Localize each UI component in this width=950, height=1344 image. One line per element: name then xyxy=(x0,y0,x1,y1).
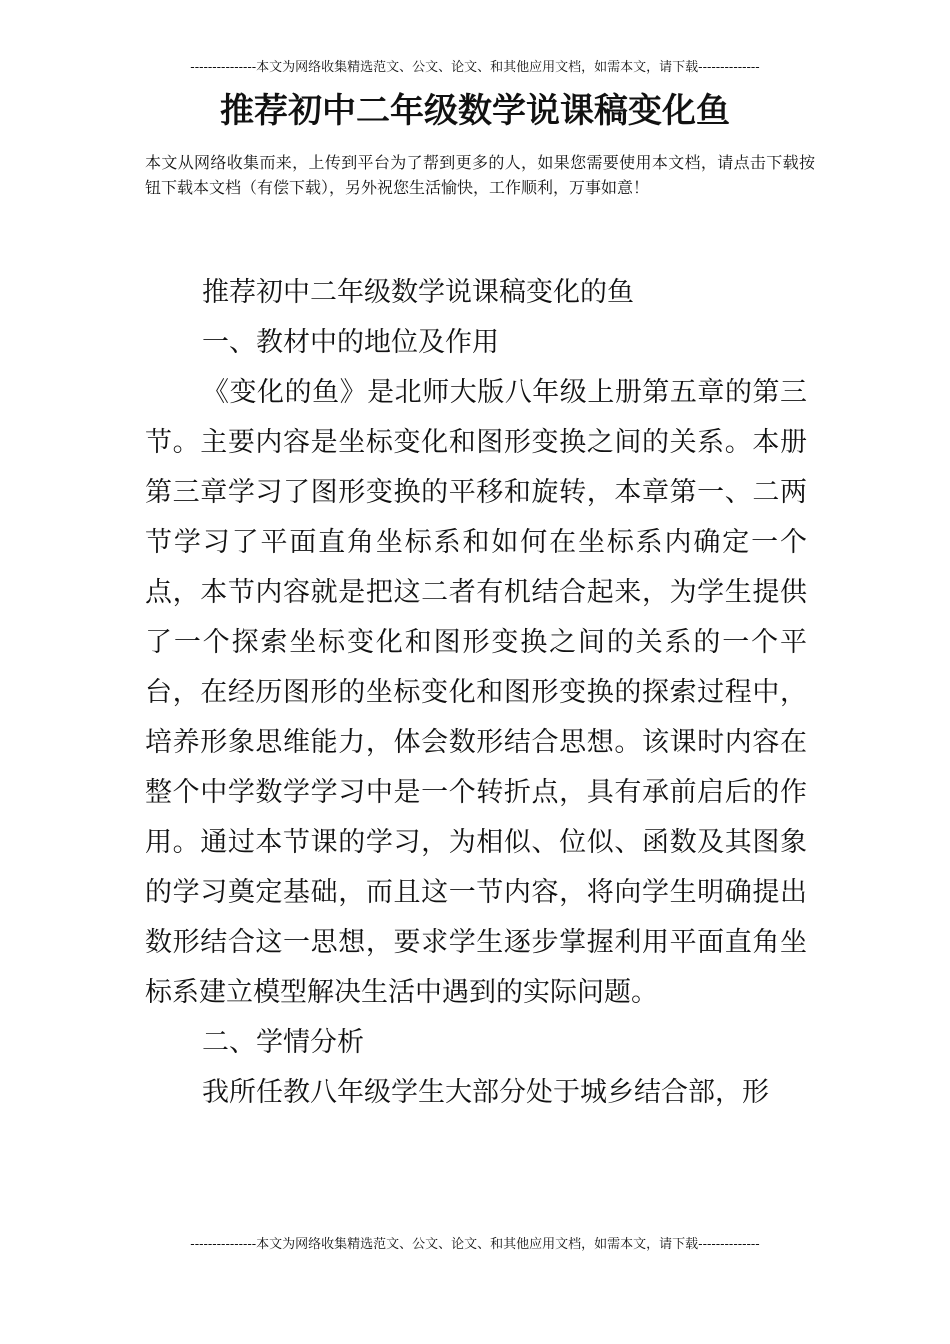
section-paragraph-1: 《变化的鱼》是北师大版八年级上册第五章的第三节。主要内容是坐标变化和图形变换之间的关系。本册第三章学习了图形变换的平移和旋转，本章第一、二两节学习了平面直角坐标系和如何在坐标系内确定一个点，本节内容就是把这二者有机结合起来，为学生提供了一个探索坐标变化和图形变换之间的关系的一个平台，在经历图形的坐标变化和图形变换的探索过程中，培养形象思维能力，体会数形结合思想。该课时内容在整个中学数学学习中是一个转折点，具有承前启后的作用。通过本节课的学习，为相似、位似、函数及其图象的学习奠定基础，而且这一节内容，将向学生明确提出数形结合这一思想，要求学生逐步掌握利用平面直角坐标系建立模型解决生活中遇到的实际问题。 xyxy=(145,377,807,1008)
document-body xyxy=(145,268,807,1118)
download-notice: 本文从网络收集而来，上传到平台为了帮到更多的人，如果您需要使用本文档，请点击下载按钮下载本文档（有偿下载），另外祝您生活愉快，工作顺利，万事如意！ xyxy=(145,153,815,197)
section-paragraph-2: 我所任教八年级学生大部分处于城乡结合部，形 xyxy=(202,1077,769,1108)
footer-banner: ---------------本文为网络收集精选范文、公文、论文、和其他应用文档，如需本文，请下载-------------- xyxy=(190,1237,760,1252)
document-title: 推荐初中二年级数学说课稿变化鱼 xyxy=(220,91,730,131)
section-heading-2: 二、学情分析 xyxy=(202,1027,364,1058)
section-heading-1: 一、教材中的地位及作用 xyxy=(202,327,499,358)
body-subtitle: 推荐初中二年级数学说课稿变化的鱼 xyxy=(202,277,634,308)
header-banner: ---------------本文为网络收集精选范文、公文、论文、和其他应用文档，如需本文，请下载-------------- xyxy=(190,60,760,75)
